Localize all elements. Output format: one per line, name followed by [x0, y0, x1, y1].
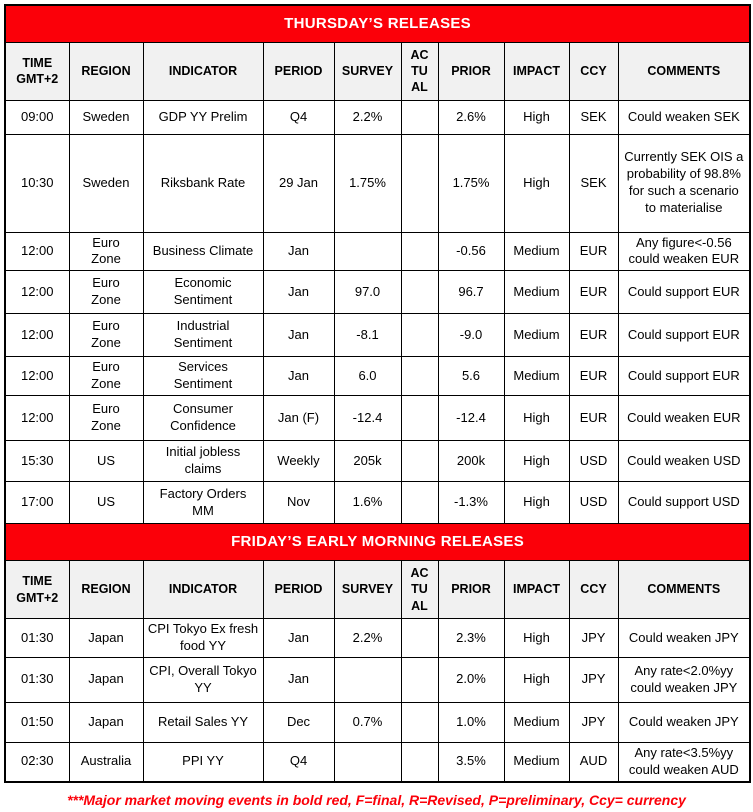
period-cell: Jan	[263, 619, 334, 658]
period-cell: Q4	[263, 100, 334, 134]
impact-cell: Medium	[504, 702, 569, 742]
actual-cell	[401, 396, 438, 441]
column-header-label: SURVEY	[341, 582, 394, 597]
period-cell: Jan	[263, 271, 334, 314]
thursday-section	[5, 5, 750, 524]
column-header-prior	[438, 561, 504, 619]
column-header-ccy	[569, 561, 618, 619]
region-cell: US	[69, 482, 143, 524]
region-cell: Sweden	[69, 100, 143, 134]
survey-cell: -12.4	[334, 396, 401, 441]
ccy-cell: SEK	[569, 134, 618, 232]
actual-cell	[401, 482, 438, 524]
column-header-label: PERIOD	[274, 63, 323, 78]
impact-cell: High	[504, 619, 569, 658]
actual-cell	[401, 657, 438, 702]
releases-table	[4, 4, 751, 783]
ccy-cell: AUD	[569, 742, 618, 781]
survey-cell: 205k	[334, 441, 401, 482]
column-header-label: INDICATOR	[168, 63, 238, 78]
impact-cell: Medium	[504, 357, 569, 396]
column-header-period	[263, 42, 334, 100]
indicator-cell: Initial jobless claims	[143, 441, 263, 482]
release-row	[5, 396, 750, 441]
indicator-cell: Economic Sentiment	[143, 271, 263, 314]
survey-cell: 1.6%	[334, 482, 401, 524]
section-title: FRIDAY’S EARLY MORNING RELEASES	[5, 524, 750, 561]
impact-cell: High	[504, 441, 569, 482]
column-header-indicator	[143, 561, 263, 619]
comments-cell: Currently SEK OIS a probability of 98.8% for such a scenario to materialise	[618, 134, 750, 232]
release-row	[5, 232, 750, 271]
prior-cell: -1.3%	[438, 482, 504, 524]
column-header-region	[69, 42, 143, 100]
column-header-label: CCY	[580, 582, 607, 597]
period-cell: Jan	[263, 232, 334, 271]
impact-cell: High	[504, 134, 569, 232]
period-cell: Dec	[263, 702, 334, 742]
release-row	[5, 271, 750, 314]
region-cell: Euro Zone	[69, 396, 143, 441]
ccy-cell: EUR	[569, 271, 618, 314]
period-cell: Jan	[263, 657, 334, 702]
footnote: ***Major market moving events in bold red, F=final, R=Revised, P=preliminary, Ccy= currency	[67, 791, 686, 808]
survey-cell: 97.0	[334, 271, 401, 314]
column-header-row	[5, 42, 750, 100]
section-title: THURSDAY’S RELEASES	[5, 5, 750, 42]
prior-cell: -9.0	[438, 314, 504, 357]
column-header-label: SURVEY	[341, 63, 394, 78]
actual-cell	[401, 702, 438, 742]
period-cell: 29 Jan	[263, 134, 334, 232]
column-header-label: IMPACT	[513, 63, 560, 78]
column-header-label: REGION	[81, 63, 131, 78]
time-cell: 01:30	[5, 657, 69, 702]
column-header-survey	[334, 42, 401, 100]
ccy-cell: USD	[569, 482, 618, 524]
period-cell: Weekly	[263, 441, 334, 482]
time-cell: 12:00	[5, 396, 69, 441]
indicator-cell: CPI, Overall Tokyo YY	[143, 657, 263, 702]
time-cell: 17:00	[5, 482, 69, 524]
comments-cell: Any rate<3.5%yy could weaken AUD	[618, 742, 750, 781]
time-cell: 09:00	[5, 100, 69, 134]
column-header-label: IMPACT	[513, 582, 560, 597]
ccy-cell: SEK	[569, 100, 618, 134]
time-cell: 12:00	[5, 271, 69, 314]
survey-cell: 6.0	[334, 357, 401, 396]
time-cell: 01:30	[5, 619, 69, 658]
region-cell: Euro Zone	[69, 271, 143, 314]
region-cell: Australia	[69, 742, 143, 781]
period-cell: Nov	[263, 482, 334, 524]
comments-cell: Any rate<2.0%yy could weaken JPY	[618, 657, 750, 702]
section-title-row	[5, 5, 750, 42]
survey-cell: 2.2%	[334, 100, 401, 134]
prior-cell: 1.0%	[438, 702, 504, 742]
actual-cell	[401, 314, 438, 357]
actual-cell	[401, 441, 438, 482]
column-header-impact	[504, 42, 569, 100]
time-cell: 12:00	[5, 357, 69, 396]
column-header-label: REGION	[81, 582, 131, 597]
indicator-cell: Business Climate	[143, 232, 263, 271]
impact-cell: Medium	[504, 314, 569, 357]
column-header-label: INDICATOR	[168, 582, 238, 597]
actual-cell	[401, 271, 438, 314]
release-row	[5, 100, 750, 134]
ccy-cell: EUR	[569, 314, 618, 357]
release-row	[5, 441, 750, 482]
time-cell: 12:00	[5, 314, 69, 357]
period-cell: Jan	[263, 357, 334, 396]
indicator-cell: Riksbank Rate	[143, 134, 263, 232]
survey-cell: -8.1	[334, 314, 401, 357]
survey-cell: 1.75%	[334, 134, 401, 232]
region-cell: Euro Zone	[69, 232, 143, 271]
survey-cell: 2.2%	[334, 619, 401, 658]
region-cell: US	[69, 441, 143, 482]
ccy-cell: JPY	[569, 657, 618, 702]
prior-cell: 200k	[438, 441, 504, 482]
column-header-label: ACTUAL	[410, 566, 429, 613]
column-header-ccy	[569, 42, 618, 100]
release-row	[5, 134, 750, 232]
prior-cell: 2.6%	[438, 100, 504, 134]
prior-cell: 96.7	[438, 271, 504, 314]
survey-cell	[334, 232, 401, 271]
period-cell: Q4	[263, 742, 334, 781]
impact-cell: High	[504, 657, 569, 702]
actual-cell	[401, 134, 438, 232]
column-header-time	[5, 561, 69, 619]
indicator-cell: PPI YY	[143, 742, 263, 781]
impact-cell: High	[504, 100, 569, 134]
comments-cell: Could weaken USD	[618, 441, 750, 482]
release-row	[5, 657, 750, 702]
region-cell: Japan	[69, 702, 143, 742]
column-header-label: ACTUAL	[410, 47, 429, 95]
prior-cell: -0.56	[438, 232, 504, 271]
column-header-label: COMMENTS	[647, 63, 721, 78]
indicator-cell: Retail Sales YY	[143, 702, 263, 742]
prior-cell: 1.75%	[438, 134, 504, 232]
time-cell: 01:50	[5, 702, 69, 742]
column-header-label: COMMENTS	[647, 582, 721, 597]
prior-cell: -12.4	[438, 396, 504, 441]
ccy-cell: EUR	[569, 396, 618, 441]
release-row	[5, 482, 750, 524]
region-cell: Euro Zone	[69, 357, 143, 396]
period-cell: Jan (F)	[263, 396, 334, 441]
actual-cell	[401, 232, 438, 271]
impact-cell: Medium	[504, 271, 569, 314]
survey-cell: 0.7%	[334, 702, 401, 742]
column-header-label: TIME GMT+2	[16, 55, 59, 86]
actual-cell	[401, 619, 438, 658]
actual-cell	[401, 357, 438, 396]
column-header-prior	[438, 42, 504, 100]
indicator-cell: GDP YY Prelim	[143, 100, 263, 134]
comments-cell: Could support EUR	[618, 271, 750, 314]
comments-cell: Any figure<-0.56 could weaken EUR	[618, 232, 750, 271]
impact-cell: Medium	[504, 742, 569, 781]
prior-cell: 5.6	[438, 357, 504, 396]
column-header-label: PRIOR	[451, 63, 491, 78]
friday-section	[5, 524, 750, 782]
column-header-indicator	[143, 42, 263, 100]
time-cell: 02:30	[5, 742, 69, 781]
column-header-region	[69, 561, 143, 619]
ccy-cell: EUR	[569, 357, 618, 396]
column-header-actual	[401, 561, 438, 619]
comments-cell: Could weaken EUR	[618, 396, 750, 441]
release-row	[5, 702, 750, 742]
column-header-row	[5, 561, 750, 619]
impact-cell: Medium	[504, 232, 569, 271]
ccy-cell: EUR	[569, 232, 618, 271]
release-row	[5, 314, 750, 357]
column-header-actual	[401, 42, 438, 100]
column-header-survey	[334, 561, 401, 619]
actual-cell	[401, 100, 438, 134]
region-cell: Euro Zone	[69, 314, 143, 357]
section-title-row	[5, 524, 750, 561]
ccy-cell: JPY	[569, 702, 618, 742]
release-row	[5, 357, 750, 396]
indicator-cell: Factory Orders MM	[143, 482, 263, 524]
period-cell: Jan	[263, 314, 334, 357]
comments-cell: Could weaken SEK	[618, 100, 750, 134]
column-header-comments	[618, 42, 750, 100]
column-header-label: PRIOR	[451, 582, 491, 597]
indicator-cell: Consumer Confidence	[143, 396, 263, 441]
column-header-label: PERIOD	[274, 582, 323, 597]
impact-cell: High	[504, 396, 569, 441]
time-cell: 12:00	[5, 232, 69, 271]
time-cell: 15:30	[5, 441, 69, 482]
survey-cell	[334, 742, 401, 781]
column-header-period	[263, 561, 334, 619]
ccy-cell: JPY	[569, 619, 618, 658]
actual-cell	[401, 742, 438, 781]
comments-cell: Could support USD	[618, 482, 750, 524]
column-header-label: TIME GMT+2	[16, 574, 59, 605]
prior-cell: 2.0%	[438, 657, 504, 702]
prior-cell: 2.3%	[438, 619, 504, 658]
column-header-impact	[504, 561, 569, 619]
survey-cell	[334, 657, 401, 702]
impact-cell: High	[504, 482, 569, 524]
comments-cell: Could support EUR	[618, 314, 750, 357]
column-header-time	[5, 42, 69, 100]
indicator-cell: Services Sentiment	[143, 357, 263, 396]
column-header-label: CCY	[580, 63, 607, 78]
prior-cell: 3.5%	[438, 742, 504, 781]
indicator-cell: CPI Tokyo Ex fresh food YY	[143, 619, 263, 658]
ccy-cell: USD	[569, 441, 618, 482]
comments-cell: Could weaken JPY	[618, 619, 750, 658]
indicator-cell: Industrial Sentiment	[143, 314, 263, 357]
release-row	[5, 619, 750, 658]
region-cell: Japan	[69, 619, 143, 658]
region-cell: Sweden	[69, 134, 143, 232]
time-cell: 10:30	[5, 134, 69, 232]
comments-cell: Could weaken JPY	[618, 702, 750, 742]
comments-cell: Could support EUR	[618, 357, 750, 396]
region-cell: Japan	[69, 657, 143, 702]
column-header-comments	[618, 561, 750, 619]
release-row	[5, 742, 750, 781]
